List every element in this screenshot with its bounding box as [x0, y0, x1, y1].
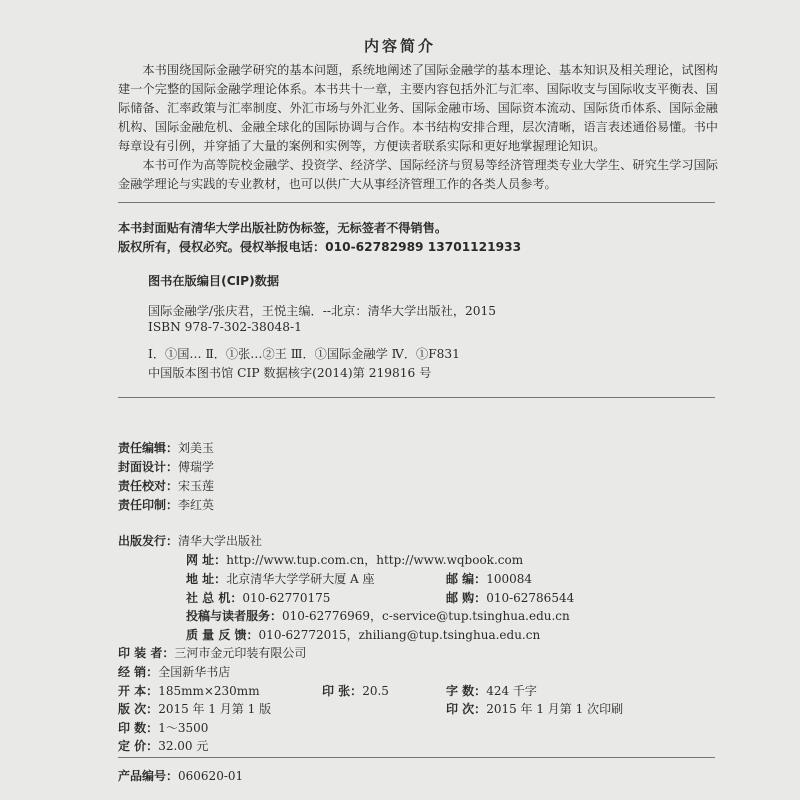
copies-row [118, 717, 208, 736]
publisher-row [118, 530, 262, 549]
divider [118, 757, 715, 758]
printer-value: 三河市金元印装有限公司 [174, 646, 307, 660]
switchboard-value: 010-62770175 [242, 591, 331, 605]
format-label: 开 本： [118, 684, 159, 698]
printer-label: 印 装 者： [118, 646, 175, 660]
summary-title: 内容简介 [363, 37, 436, 55]
edition-value: 2015 年 1 月第 1 版 [158, 702, 272, 716]
quality-feedback-value: 010-62772015，zhiliang@tup.tsinghua.edu.cn [258, 628, 541, 642]
price-row [118, 735, 208, 754]
edition-row [118, 698, 271, 717]
website-value: http://www.tup.com.cn，http://www.wqbook.com [226, 553, 524, 567]
product-code-value: 060620-01 [178, 769, 244, 783]
postcode-value: 100084 [486, 572, 532, 586]
submission-row [186, 605, 570, 624]
impression-label: 印 次： [446, 702, 487, 716]
word-count-value: 424 千字 [486, 684, 537, 698]
cover-design-label: 封面设计： [118, 460, 179, 474]
copyright-notice: 版权所有，侵权必究。侵权举报电话：010-62782989 13701121933 [118, 240, 522, 254]
copies-value: 1～3500 [158, 721, 209, 735]
print-sheets-label: 印 张： [322, 684, 363, 698]
quality-feedback-row [186, 624, 540, 643]
impression-value: 2015 年 1 月第 1 次印刷 [486, 702, 624, 716]
mail-order-value: 010-62786544 [486, 591, 575, 605]
cip-record-number: 中国版本图书馆 CIP 数据核字(2014)第 219816 号 [148, 366, 432, 380]
print-sheets-row [322, 680, 389, 699]
mail-order-label: 邮 购： [446, 591, 487, 605]
product-code-row [118, 765, 243, 784]
cip-heading: 图书在版编目(CIP)数据 [148, 274, 280, 288]
cip-isbn: ISBN 978-7-302-38048-1 [148, 320, 302, 334]
distributor-label: 经 销： [118, 665, 159, 679]
submission-label: 投稿与读者服务： [186, 609, 283, 623]
edition-label: 版 次： [118, 702, 159, 716]
cover-design-value: 傅瑞学 [178, 460, 215, 474]
publisher-value: 清华大学出版社 [178, 534, 263, 548]
word-count-label: 字 数： [446, 684, 487, 698]
proofreader-label: 责任校对： [118, 479, 179, 493]
postcode-row [446, 568, 532, 587]
print-sheets-value: 20.5 [362, 684, 389, 698]
quality-feedback-label: 质 量 反 馈： [186, 628, 259, 642]
summary-paragraph-2: 本书可作为高等院校金融学、投资学、经济学、国际经济与贸易等经济管理类专业大学生、研究生学习国际金融学理论与实践的专业教材，也可以供广大从事经济管理工作的各类人员参考。 [118, 158, 718, 191]
editor-row [118, 437, 214, 456]
publisher-label: 出版发行： [118, 534, 179, 548]
cip-title-line: 国际金融学/张庆君，王悦主编．--北京：清华大学出版社，2015 [148, 304, 497, 318]
switchboard-label: 社 总 机： [186, 591, 243, 605]
submission-value: 010-62776969，c-service@tup.tsinghua.edu.cn [282, 609, 570, 623]
product-code-label: 产品编号： [118, 769, 179, 783]
website-label: 网 址： [186, 553, 227, 567]
cip-classification: Ⅰ．①国… Ⅱ．①张…②王 Ⅲ．①国际金融学 Ⅳ．①F831 [148, 347, 460, 361]
impression-row [446, 698, 623, 717]
address-label: 地 址： [186, 572, 227, 586]
postcode-label: 邮 编： [446, 572, 487, 586]
print-manager-label: 责任印制： [118, 498, 179, 512]
format-row [118, 680, 260, 699]
editor-label: 责任编辑： [118, 441, 179, 455]
price-value: 32.00 元 [158, 739, 209, 753]
editor-value: 刘美玉 [178, 441, 215, 455]
divider [118, 397, 715, 398]
printer-row [118, 642, 306, 661]
address-value: 北京清华大学学研大厦 A 座 [226, 572, 375, 586]
proofreader-row [118, 475, 214, 494]
anti-counterfeit-notice: 本书封面贴有清华大学出版社防伪标签，无标签者不得销售。 [118, 221, 448, 235]
format-value: 185mm×230mm [158, 684, 260, 698]
price-label: 定 价： [118, 739, 159, 753]
divider [118, 202, 715, 203]
proofreader-value: 宋玉莲 [178, 479, 215, 493]
distributor-row [118, 661, 230, 680]
mail-order-row [446, 587, 574, 606]
word-count-row [446, 680, 537, 699]
cover-design-row [118, 456, 214, 475]
copies-label: 印 数： [118, 721, 159, 735]
summary-paragraph-1: 本书围绕国际金融学研究的基本问题，系统地阐述了国际金融学的基本理论、基本知识及相关理论，试图构建一个完整的国际金融学理论体系。本书共十一章，主要内容包括外汇与汇率、国际收支与国际收支平衡表、国际储备、汇率政策与汇率制度、外汇市场与外汇业务、国际金融市场、国际资本流动、国际货币体系、国际金融机构、国际金融危机、金融全球化的国际协调与合作。本书结构安排合理，层次清晰，语言表述通俗易懂。书中每章设有引例，并穿插了大量的案例和实例等，方便读者联系实际和更好地掌握理论知识。 [118, 63, 718, 153]
print-manager-value: 李红英 [178, 498, 215, 512]
address-row [186, 568, 374, 587]
print-manager-row [118, 494, 214, 513]
website-row [186, 549, 523, 568]
switchboard-row [186, 587, 330, 606]
distributor-value: 全国新华书店 [158, 665, 231, 679]
